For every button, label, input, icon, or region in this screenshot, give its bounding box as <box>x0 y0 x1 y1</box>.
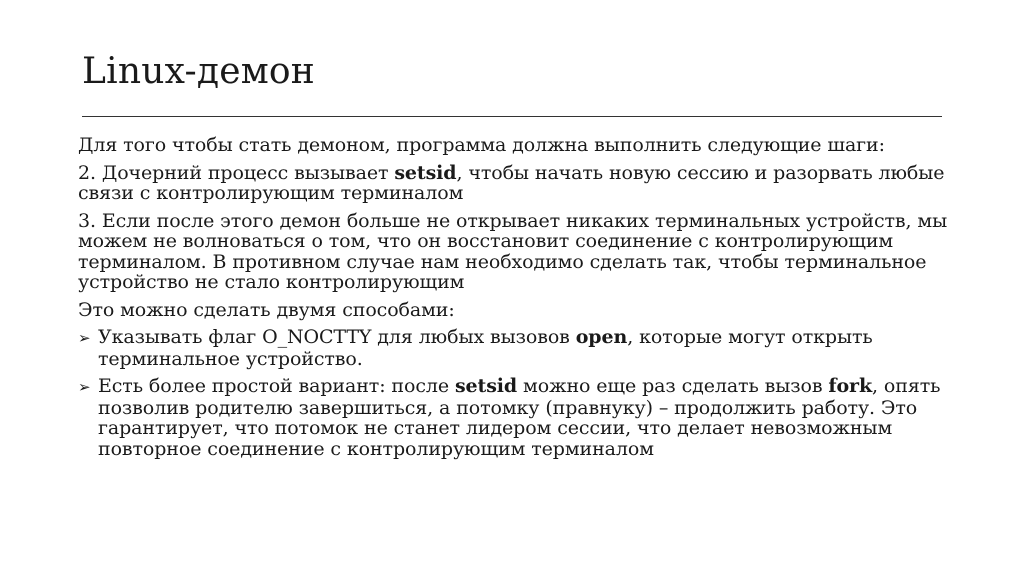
fork-keyword: fork <box>828 375 873 397</box>
step-2-text-before: 2. Дочерний процесс вызывает <box>78 161 395 184</box>
step-3-paragraph: 3. Если после этого демон больше не открывает никаких терминальных устройств, мы можем не волноваться о том, что он восстановит соединение с контролирующим терминалом. В противном случае нам необходимо сделать так, чтобы терминальное устройство не стало контролирующим <box>78 209 948 293</box>
arrow-bullet-icon: ➢ <box>78 329 91 347</box>
bullet-1-text-after: , которые могут открыть терминальное устройство. <box>98 326 873 370</box>
setsid-keyword: setsid <box>454 375 518 397</box>
bullet-item-fork <box>78 376 958 459</box>
intro-paragraph: Для того чтобы стать демоном, программа должна выполнить следующие шаги: <box>78 134 885 156</box>
step-2-text-after: , чтобы начать новую сессию и разорвать любые связи с контролирующим терминалом <box>78 161 945 204</box>
slide-body <box>78 135 958 466</box>
bullet-2-text-before: Есть более простой вариант: после <box>98 375 455 397</box>
ways-paragraph: Это можно сделать двумя способами: <box>78 298 455 321</box>
slide-title: Linux-демон <box>82 51 315 92</box>
setsid-keyword: setsid <box>394 161 457 184</box>
bullet-item-onoctty <box>78 327 958 369</box>
step-2-paragraph <box>78 163 958 204</box>
bullet-1-text-before: Указывать флаг O_NOCTTY для любых вызовов <box>98 326 576 348</box>
bullet-2-text-after: , опять позволив родителю завершиться, а потомку (правнуку) – продолжить работу. Это гарантирует, что потомок не станет лидером сессии, что делает невозможным повторное соединение с контролирующим терминалом <box>98 375 941 460</box>
title-divider <box>82 116 942 117</box>
arrow-bullet-icon: ➢ <box>78 378 91 396</box>
bullet-2-text-middle: можно еще раз сделать вызов <box>517 375 829 397</box>
open-keyword: open <box>575 326 628 348</box>
